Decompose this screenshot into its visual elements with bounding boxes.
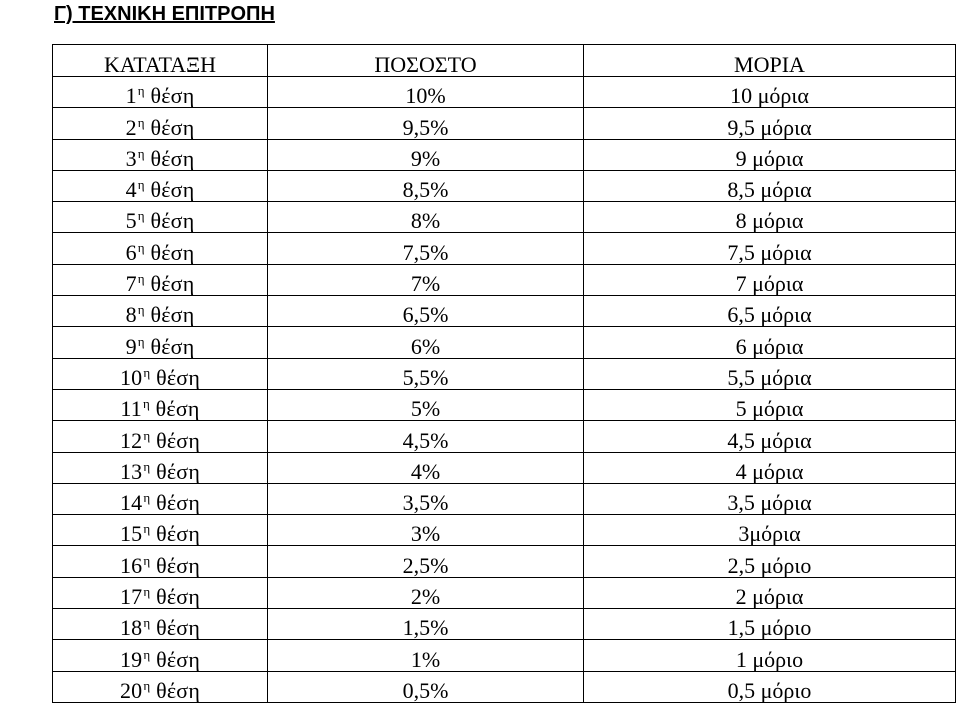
rank-place-label: θέση xyxy=(156,458,201,484)
points-cell: 4,5 μόρια xyxy=(584,421,956,452)
ordinal-suffix: η xyxy=(143,584,151,600)
rank-cell xyxy=(53,452,268,483)
rank-place-label: θέση xyxy=(156,490,201,516)
rank-place-label: θέση xyxy=(150,83,195,109)
rank-place-label: θέση xyxy=(150,177,195,203)
points-cell: 4 μόρια xyxy=(584,452,956,483)
rank-number: 17 xyxy=(119,584,143,610)
rank-number: 3 xyxy=(125,145,137,171)
percent-cell: 6,5% xyxy=(268,296,584,327)
points-cell: 6,5 μόρια xyxy=(584,296,956,327)
percent-cell: 4% xyxy=(268,452,584,483)
points-cell: 9 μόρια xyxy=(584,139,956,170)
percent-cell: 9% xyxy=(268,139,584,170)
rank-place-label: θέση xyxy=(156,677,201,703)
table-row xyxy=(53,389,956,420)
ordinal-suffix: η xyxy=(143,521,151,537)
rank-cell xyxy=(53,609,268,640)
rank-number: 14 xyxy=(119,490,143,516)
rank-number: 9 xyxy=(125,333,137,359)
rank-cell xyxy=(53,170,268,201)
rank-number: 13 xyxy=(119,458,143,484)
rank-cell xyxy=(53,515,268,546)
percent-cell: 4,5% xyxy=(268,421,584,452)
points-cell: 2,5 μόριο xyxy=(584,546,956,577)
points-cell: 3,5 μόρια xyxy=(584,483,956,514)
table-row xyxy=(53,202,956,233)
rank-number: 16 xyxy=(119,552,143,578)
ordinal-suffix: η xyxy=(137,333,145,349)
percent-cell: 7,5% xyxy=(268,233,584,264)
table-row xyxy=(53,327,956,358)
points-cell: 6 μόρια xyxy=(584,327,956,358)
percent-cell: 3,5% xyxy=(268,483,584,514)
rank-number: 4 xyxy=(125,177,137,203)
header-ranking: ΚΑΤΑΤΑΞΗ xyxy=(53,45,268,77)
rank-place-label: θέση xyxy=(156,615,201,641)
table-row xyxy=(53,264,956,295)
rank-number: 15 xyxy=(119,521,143,547)
ordinal-suffix: η xyxy=(137,239,145,255)
rank-cell xyxy=(53,202,268,233)
rank-cell xyxy=(53,233,268,264)
percent-cell: 8% xyxy=(268,202,584,233)
percent-cell: 5,5% xyxy=(268,358,584,389)
table-row xyxy=(53,170,956,201)
rank-number: 8 xyxy=(125,302,137,328)
rank-number: 2 xyxy=(125,114,137,140)
rank-number: 11 xyxy=(120,396,142,422)
ordinal-suffix: η xyxy=(143,364,151,380)
percent-cell: 9,5% xyxy=(268,108,584,139)
header-points: ΜΟΡΙΑ xyxy=(584,45,956,77)
rank-cell xyxy=(53,108,268,139)
rank-number: 20 xyxy=(119,677,143,703)
rank-place-label: θέση xyxy=(156,552,201,578)
ordinal-suffix: η xyxy=(143,552,151,568)
rank-place-label: θέση xyxy=(156,646,201,672)
rank-cell xyxy=(53,389,268,420)
points-cell: 1,5 μόριο xyxy=(584,609,956,640)
rank-place-label: θέση xyxy=(150,239,195,265)
points-cell: 1 μόριο xyxy=(584,640,956,671)
percent-cell: 6% xyxy=(268,327,584,358)
rank-cell xyxy=(53,358,268,389)
rank-number: 19 xyxy=(119,646,143,672)
rank-cell xyxy=(53,77,268,108)
rank-cell xyxy=(53,640,268,671)
rank-cell xyxy=(53,296,268,327)
rank-cell xyxy=(53,577,268,608)
rank-number: 10 xyxy=(119,364,143,390)
rank-number: 5 xyxy=(125,208,137,234)
percent-cell: 5% xyxy=(268,389,584,420)
ordinal-suffix: η xyxy=(137,271,145,287)
table-header-row xyxy=(53,45,956,77)
ordinal-suffix: η xyxy=(137,83,145,99)
points-cell: 9,5 μόρια xyxy=(584,108,956,139)
rank-place-label: θέση xyxy=(150,208,195,234)
rank-place-label: θέση xyxy=(150,271,195,297)
ordinal-suffix: η xyxy=(143,615,151,631)
ordinal-suffix: η xyxy=(143,646,151,662)
percent-cell: 2% xyxy=(268,577,584,608)
table-row xyxy=(53,296,956,327)
rank-place-label: θέση xyxy=(150,333,195,359)
rank-number: 12 xyxy=(119,427,143,453)
table-row xyxy=(53,77,956,108)
rank-cell xyxy=(53,421,268,452)
ordinal-suffix: η xyxy=(143,677,151,693)
rank-cell xyxy=(53,671,268,702)
table-row xyxy=(53,515,956,546)
rank-number: 6 xyxy=(125,239,137,265)
percent-cell: 1,5% xyxy=(268,609,584,640)
rank-place-label: θέση xyxy=(156,521,201,547)
ordinal-suffix: η xyxy=(137,177,145,193)
ranking-table xyxy=(52,44,956,703)
ordinal-suffix: η xyxy=(143,490,151,506)
points-cell: 3μόρια xyxy=(584,515,956,546)
points-cell: 2 μόρια xyxy=(584,577,956,608)
section-title: Γ) ΤΕΧΝΙΚΗ ΕΠΙΤΡΟΠΗ xyxy=(54,3,275,25)
table-row xyxy=(53,609,956,640)
points-cell: 7,5 μόρια xyxy=(584,233,956,264)
points-cell: 8 μόρια xyxy=(584,202,956,233)
points-cell: 8,5 μόρια xyxy=(584,170,956,201)
ordinal-suffix: η xyxy=(137,145,145,161)
rank-number: 1 xyxy=(125,83,137,109)
table-row xyxy=(53,233,956,264)
rank-number: 18 xyxy=(119,615,143,641)
percent-cell: 0,5% xyxy=(268,671,584,702)
rank-cell xyxy=(53,483,268,514)
percent-cell: 10% xyxy=(268,77,584,108)
rank-cell xyxy=(53,139,268,170)
percent-cell: 7% xyxy=(268,264,584,295)
percent-cell: 2,5% xyxy=(268,546,584,577)
table-row xyxy=(53,421,956,452)
table-row xyxy=(53,671,956,702)
rank-cell xyxy=(53,546,268,577)
percent-cell: 8,5% xyxy=(268,170,584,201)
points-cell: 0,5 μόριο xyxy=(584,671,956,702)
rank-place-label: θέση xyxy=(156,427,201,453)
rank-place-label: θέση xyxy=(155,396,200,422)
rank-cell xyxy=(53,327,268,358)
table-row xyxy=(53,108,956,139)
percent-cell: 3% xyxy=(268,515,584,546)
table-row xyxy=(53,577,956,608)
header-percent: ΠΟΣΟΣΤΟ xyxy=(268,45,584,77)
ordinal-suffix: η xyxy=(143,427,151,443)
rank-place-label: θέση xyxy=(156,584,201,610)
ordinal-suffix: η xyxy=(142,396,150,412)
points-cell: 5,5 μόρια xyxy=(584,358,956,389)
ordinal-suffix: η xyxy=(137,302,145,318)
ordinal-suffix: η xyxy=(143,458,151,474)
points-cell: 7 μόρια xyxy=(584,264,956,295)
percent-cell: 1% xyxy=(268,640,584,671)
points-cell: 5 μόρια xyxy=(584,389,956,420)
rank-place-label: θέση xyxy=(150,302,195,328)
rank-place-label: θέση xyxy=(150,145,195,171)
ordinal-suffix: η xyxy=(137,114,145,130)
ordinal-suffix: η xyxy=(137,208,145,224)
points-cell: 10 μόρια xyxy=(584,77,956,108)
rank-place-label: θέση xyxy=(156,364,201,390)
rank-cell xyxy=(53,264,268,295)
table-row xyxy=(53,640,956,671)
table-row xyxy=(53,452,956,483)
table-row xyxy=(53,546,956,577)
rank-place-label: θέση xyxy=(150,114,195,140)
table-row xyxy=(53,483,956,514)
table-row xyxy=(53,358,956,389)
rank-number: 7 xyxy=(125,271,137,297)
table-row xyxy=(53,139,956,170)
